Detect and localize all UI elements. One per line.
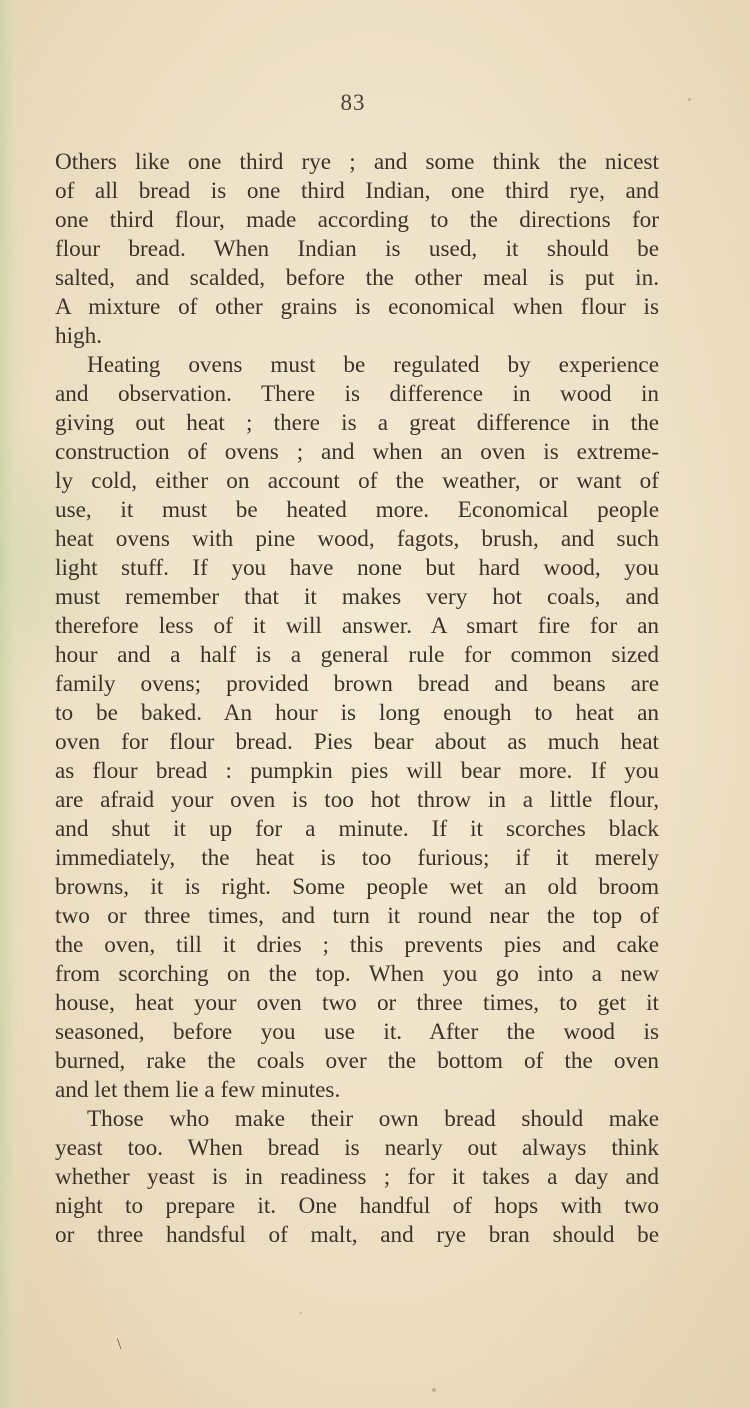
text-line: burned, rake the coals over the bottom of the oven — [55, 1048, 659, 1074]
text-line: Heating ovens must be regulated by experience — [87, 352, 659, 378]
text-line: family ovens; provided brown bread and beans are — [55, 671, 659, 697]
text-line: whether yeast is in readiness ; for it takes a day and — [55, 1164, 659, 1190]
text-line: heat ovens with pine wood, fagots, brush, and such — [55, 526, 659, 552]
text-line: salted, and scalded, before the other meal is put in. — [55, 265, 659, 291]
text-line: are afraid your oven is too hot throw in a little flour, — [55, 787, 659, 813]
text-line: or three handsful of malt, and rye bran should be — [55, 1222, 659, 1248]
text-line: seasoned, before you use it. After the wood is — [55, 1019, 659, 1045]
stray-ink-mark: \ — [117, 1336, 122, 1353]
text-line: night to prepare it. One handful of hops with two — [55, 1193, 659, 1219]
text-line: Others like one third rye ; and some think the nicest — [55, 149, 659, 175]
text-line: from scorching on the top. When you go into a new — [55, 961, 659, 987]
text-line: one third flour, made according to the directions for — [55, 207, 659, 233]
body-text — [55, 148, 659, 1250]
page-edge-shadow — [0, 0, 26, 1408]
text-line: and let them lie a few minutes. — [55, 1077, 341, 1103]
text-line: use, it must be heated more. Economical people — [55, 497, 659, 523]
text-line: two or three times, and turn it round near the top of — [55, 903, 659, 929]
text-line: A mixture of other grains is economical when flour is — [55, 294, 659, 320]
text-line: oven for flour bread. Pies bear about as much heat — [55, 729, 659, 755]
text-line: immediately, the heat is too furious; if it merely — [55, 845, 659, 871]
text-line: yeast too. When bread is nearly out always think — [55, 1135, 659, 1161]
text-line: flour bread. When Indian is used, it should be — [55, 236, 659, 262]
text-line: the oven, till it dries ; this prevents pies and cake — [55, 932, 659, 958]
text-line: to be baked. An hour is long enough to heat an — [55, 700, 659, 726]
text-line: giving out heat ; there is a great difference in the — [55, 410, 659, 436]
text-line: of all bread is one third Indian, one third rye, and — [55, 178, 659, 204]
text-line: browns, it is right. Some people wet an old broom — [55, 874, 659, 900]
page-number: 83 — [340, 90, 366, 115]
text-line: and shut it up for a minute. If it scorches black — [55, 816, 659, 842]
text-line: therefore less of it will answer. A smart fire for an — [55, 613, 659, 639]
text-line: high. — [55, 323, 103, 349]
text-line: and observation. There is difference in wood in — [55, 381, 659, 407]
text-line: construction of ovens ; and when an oven is extreme- — [55, 439, 659, 465]
paper-speck — [432, 1388, 436, 1392]
text-line: must remember that it makes very hot coals, and — [55, 584, 659, 610]
paper-speck — [300, 1312, 302, 1314]
paper-speck — [688, 98, 691, 101]
text-line: Those who make their own bread should make — [87, 1106, 659, 1132]
text-line: house, heat your oven two or three times, to get it — [55, 990, 659, 1016]
text-line: ly cold, either on account of the weather, or want of — [55, 468, 659, 494]
text-line: light stuff. If you have none but hard wood, you — [55, 555, 659, 581]
text-line: as flour bread : pumpkin pies will bear more. If you — [55, 758, 659, 784]
text-line: hour and a half is a general rule for common sized — [55, 642, 659, 668]
